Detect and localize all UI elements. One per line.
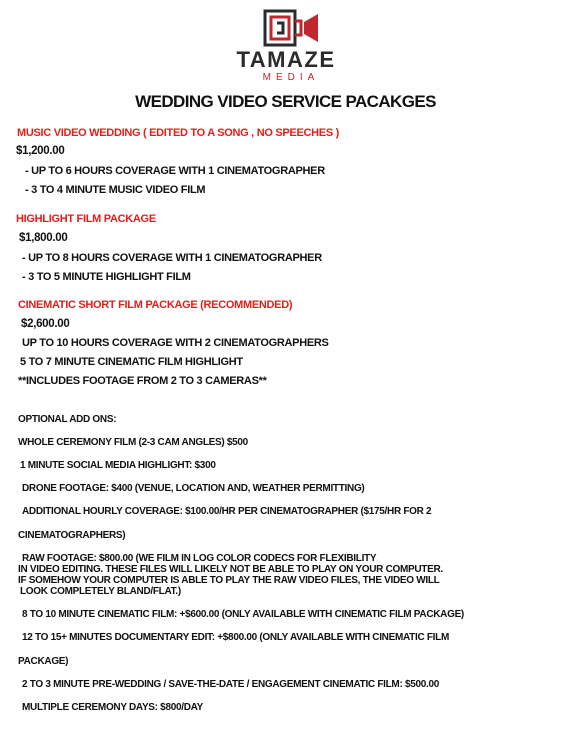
package-3-item: 5 TO 7 MINUTE CINEMATIC FILM HIGHLIGHT bbox=[20, 356, 243, 368]
package-3-price: $2,600.00 bbox=[21, 318, 70, 330]
addon-line: 8 TO 10 MINUTE CINEMATIC FILM: +$600.00 (ONLY AVAILABLE WITH CINEMATIC FILM PACKAGE) bbox=[22, 609, 464, 620]
brand-subtitle: MEDIA bbox=[262, 72, 320, 83]
package-3-name: CINEMATIC SHORT FILM PACKAGE (RECOMMENDED) bbox=[18, 299, 293, 311]
package-1-name: MUSIC VIDEO WEDDING ( EDITED TO A SONG , NO SPEECHES ) bbox=[17, 127, 339, 139]
addon-line: IN VIDEO EDITING. THESE FILES WILL LIKELY NOT BE ABLE TO PLAY ON YOUR COMPUTER. bbox=[18, 564, 443, 575]
package-2-price: $1,800.00 bbox=[19, 232, 68, 244]
document-title: WEDDING VIDEO SERVICE PACAKGES bbox=[135, 92, 436, 111]
video-camera-maze-logo-icon bbox=[262, 9, 320, 49]
addon-line: LOOK COMPLETELY BLAND/FLAT.) bbox=[20, 586, 181, 597]
addon-line: ADDITIONAL HOURLY COVERAGE: $100.00/HR PER CINEMATOGRAPHER ($175/HR FOR 2 bbox=[22, 506, 432, 517]
addon-line: MULTIPLE CEREMONY DAYS: $800/DAY bbox=[22, 702, 204, 713]
package-1-price: $1,200.00 bbox=[16, 145, 65, 157]
package-2-name: HIGHLIGHT FILM PACKAGE bbox=[16, 213, 156, 225]
addon-line: 12 TO 15+ MINUTES DOCUMENTARY EDIT: +$800.00 (ONLY AVAILABLE WITH CINEMATIC FILM bbox=[22, 632, 449, 643]
addon-line: WHOLE CEREMONY FILM (2-3 CAM ANGLES) $500 bbox=[18, 437, 248, 448]
package-1-item: - 3 TO 4 MINUTE MUSIC VIDEO FILM bbox=[25, 184, 206, 196]
addons-heading: OPTIONAL ADD ONS: bbox=[18, 414, 117, 425]
package-3-item: UP TO 10 HOURS COVERAGE WITH 2 CINEMATOGRAPHERS bbox=[22, 337, 329, 349]
brand-name: TAMAZE bbox=[236, 47, 336, 72]
addon-line: 1 MINUTE SOCIAL MEDIA HIGHLIGHT: $300 bbox=[20, 460, 216, 471]
addon-line: RAW FOOTAGE: $800.00 (WE FILM IN LOG COLOR CODECS FOR FLEXIBILITY bbox=[22, 553, 377, 564]
addon-line: 2 TO 3 MINUTE PRE-WEDDING / SAVE-THE-DATE / ENGAGEMENT CINEMATIC FILM: $500.00 bbox=[22, 679, 440, 690]
package-2-item: - UP TO 8 HOURS COVERAGE WITH 1 CINEMATOGRAPHER bbox=[22, 252, 322, 264]
package-1-item: - UP TO 6 HOURS COVERAGE WITH 1 CINEMATOGRAPHER bbox=[25, 165, 325, 177]
package-2-item: - 3 TO 5 MINUTE HIGHLIGHT FILM bbox=[22, 271, 191, 283]
addon-line: PACKAGE) bbox=[18, 656, 69, 667]
addon-line: IF SOMEHOW YOUR COMPUTER IS ABLE TO PLAY THE RAW VIDEO FILES, THE VIDEO WILL bbox=[18, 575, 440, 586]
package-3-item: **INCLUDES FOOTAGE FROM 2 TO 3 CAMERAS** bbox=[18, 375, 267, 387]
addon-line: DRONE FOOTAGE: $400 (VENUE, LOCATION AND, WEATHER PERMITTING) bbox=[22, 483, 365, 494]
addon-line: CINEMATOGRAPHERS) bbox=[18, 530, 126, 541]
